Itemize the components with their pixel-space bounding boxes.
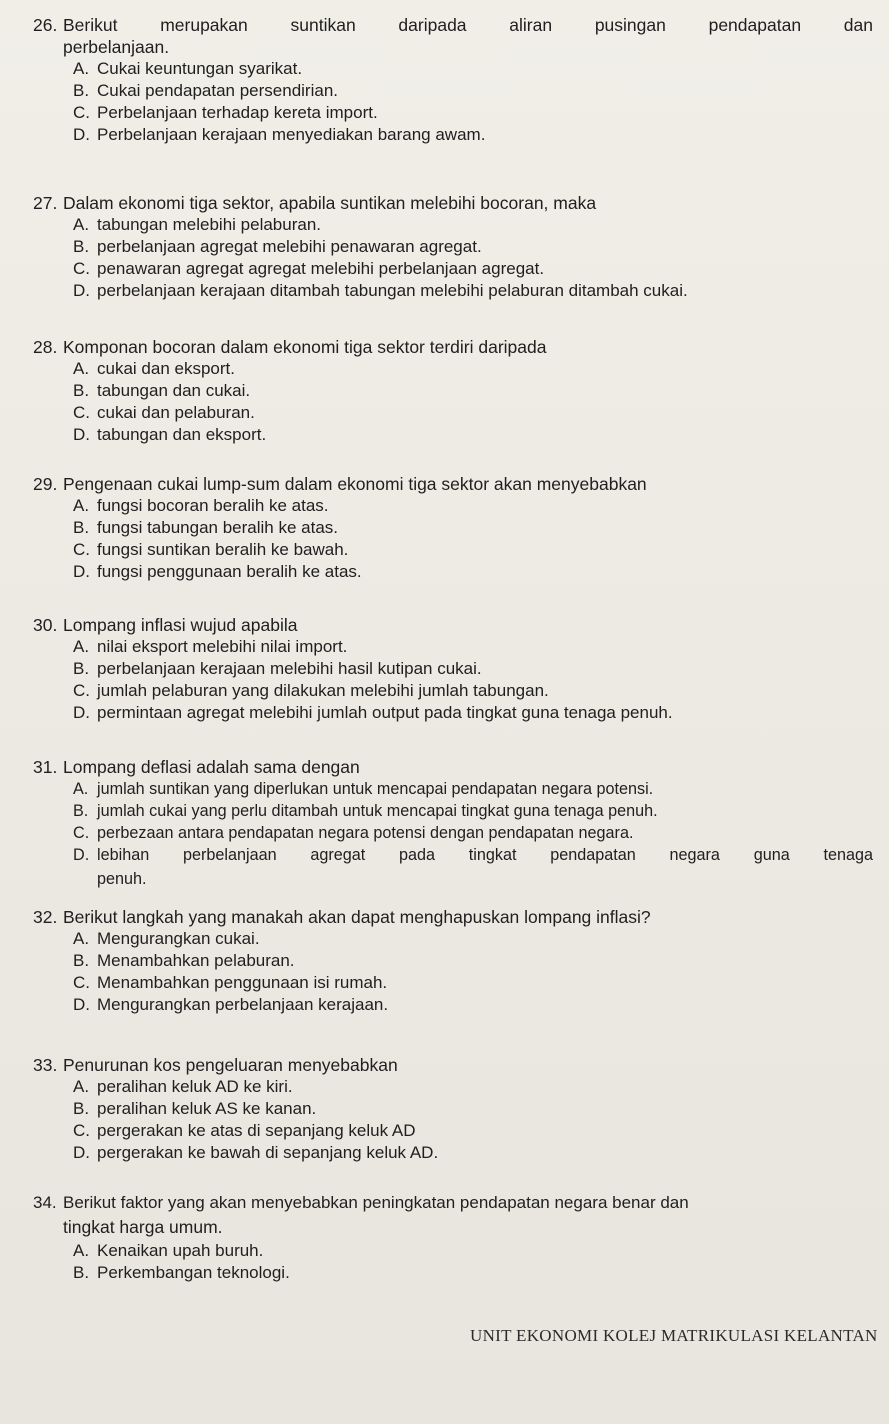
page-footer: UNIT EKONOMI KOLEJ MATRIKULASI KELANTAN [470,1326,878,1345]
option-d: D. perbelanjaan kerajaan ditambah tabungan melebihi pelaburan ditambah cukai. [73,281,688,300]
stem-text: Penurunan kos pengeluaran menyebabkan [63,1055,398,1075]
question-stem-continued: perbelanjaan. [63,37,170,57]
option-b: B. perbelanjaan kerajaan melebihi hasil kutipan cukai. [73,659,482,678]
stem-text: Berikut merupakan suntikan daripada aliran pusingan pendapatan dan [63,15,873,35]
option-list [33,358,873,446]
option-b: B. fungsi tabungan beralih ke atas. [73,518,339,537]
option-a: A. Kenaikan upah buruh. [73,1241,264,1260]
stem-text: Berikut faktor yang akan menyebabkan peningkatan pendapatan negara benar dan [63,1193,689,1212]
option-b: B. Perkembangan teknologi. [73,1263,290,1282]
option-list [33,58,873,146]
question-30 [33,614,873,724]
question-number: 33. [33,1055,58,1075]
question-34 [33,1192,873,1284]
option-d: D. Perbelanjaan kerajaan menyediakan barang awam. [73,125,486,144]
option-list [33,636,873,724]
option-d: D. pergerakan ke bawah di sepanjang keluk AD. [73,1143,439,1162]
stem-text: Lompang deflasi adalah sama dengan [63,757,360,777]
question-31 [33,756,873,892]
question-number: 30. [33,615,58,635]
question-29 [33,473,873,583]
question-number: 34. [33,1193,57,1212]
option-a: A. peralihan keluk AD ke kiri. [73,1077,293,1096]
option-a: A. jumlah suntikan yang diperlukan untuk mencapai pendapatan negara potensi. [73,780,654,798]
option-b: B. peralihan keluk AS ke kanan. [73,1099,317,1118]
question-26 [33,14,873,146]
option-d: D. tabungan dan eksport. [73,425,267,444]
option-c: C. cukai dan pelaburan. [73,403,255,422]
option-list [33,1076,873,1164]
question-stem [33,1054,873,1076]
question-33 [33,1054,873,1164]
option-c: C. Menambahkan penggunaan isi rumah. [73,973,388,992]
option-a: A. fungsi bocoran beralih ke atas. [73,496,329,515]
question-stem [33,906,873,928]
option-d: D. lebihan perbelanjaan agregat pada tingkat pendapatan negara guna tenaga penuh. [33,844,873,892]
question-number: 29. [33,474,58,494]
question-stem [33,14,873,36]
option-a: A. tabungan melebihi pelaburan. [73,215,322,234]
option-d: D. Mengurangkan perbelanjaan kerajaan. [73,995,389,1014]
stem-text: Komponan bocoran dalam ekonomi tiga sektor terdiri daripada [63,337,547,357]
option-c: C. Perbelanjaan terhadap kereta import. [73,103,378,122]
option-b: B. jumlah cukai yang perlu ditambah untuk mencapai tingkat guna tenaga penuh. [73,802,658,820]
question-stem-continued: tingkat harga umum. [63,1217,223,1237]
option-list [33,928,873,1016]
question-number: 26. [33,15,58,35]
stem-text: Lompang inflasi wujud apabila [63,615,298,635]
question-stem [33,336,873,358]
option-d: D. fungsi penggunaan beralih ke atas. [73,562,362,581]
option-list [33,495,873,583]
option-c: C. fungsi suntikan beralih ke bawah. [73,540,349,559]
question-stem [33,192,873,214]
option-list [33,1240,873,1284]
option-a: A. Cukai keuntungan syarikat. [73,59,303,78]
option-list [33,214,873,302]
stem-text: Pengenaan cukai lump-sum dalam ekonomi tiga sektor akan menyebabkan [63,474,647,494]
option-b: B. Menambahkan pelaburan. [73,951,295,970]
option-b: B. tabungan dan cukai. [73,381,251,400]
option-c: C. perbezaan antara pendapatan negara potensi dengan pendapatan negara. [73,824,634,842]
question-number: 31. [33,757,58,777]
question-stem [33,473,873,495]
option-c: C. jumlah pelaburan yang dilakukan melebihi jumlah tabungan. [73,681,549,700]
question-32 [33,906,873,1016]
question-number: 32. [33,907,58,927]
option-d-continued: penuh. [97,870,147,888]
option-a: A. nilai eksport melebihi nilai import. [73,637,348,656]
option-list [33,778,873,892]
question-number: 28. [33,337,58,357]
question-stem [33,756,873,778]
stem-text: Dalam ekonomi tiga sektor, apabila suntikan melebihi bocoran, maka [63,193,597,213]
option-a: A. Mengurangkan cukai. [73,929,260,948]
option-d: D. permintaan agregat melebihi jumlah output pada tingkat guna tenaga penuh. [73,703,673,722]
question-28 [33,336,873,446]
option-b: B. Cukai pendapatan persendirian. [73,81,339,100]
option-c: C. pergerakan ke atas di sepanjang keluk AD [73,1121,416,1140]
question-number: 27. [33,193,58,213]
question-stem [33,1192,873,1214]
option-a: A. cukai dan eksport. [73,359,235,378]
question-stem [33,614,873,636]
option-b: B. perbelanjaan agregat melebihi penawaran agregat. [73,237,482,256]
stem-text: Berikut langkah yang manakah akan dapat menghapuskan lompang inflasi? [63,907,651,927]
option-c: C. penawaran agregat agregat melebihi perbelanjaan agregat. [73,259,545,278]
question-27 [33,192,873,302]
